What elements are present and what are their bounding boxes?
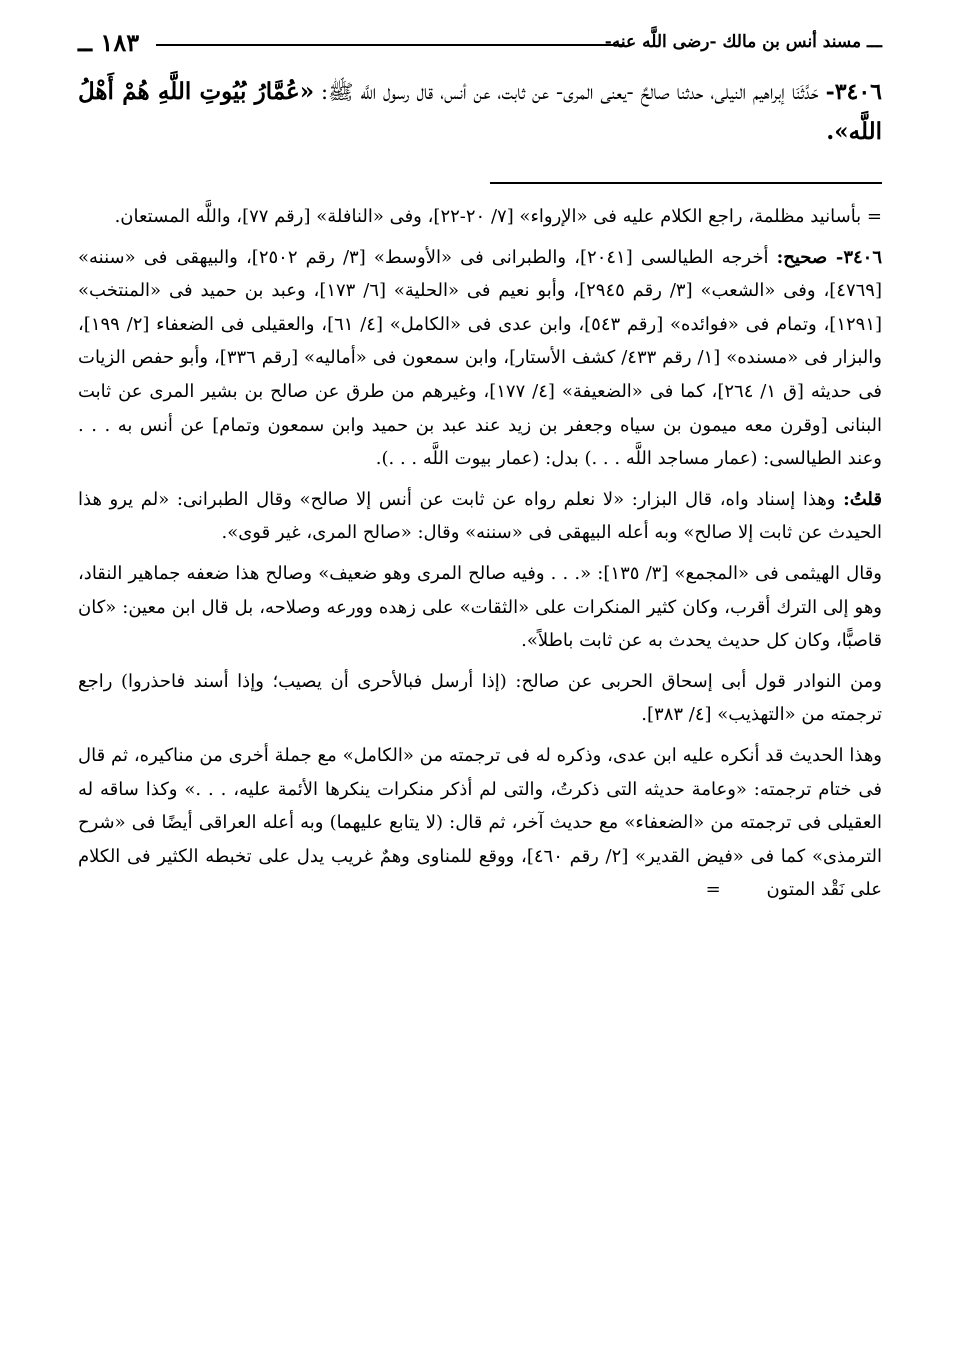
takhrij-lead: ٣٤٠٦- صحيح:: [776, 246, 882, 268]
footnote-qultu: [78, 483, 882, 550]
page: [78, 22, 882, 914]
footnote-nawadir: ومن النوادر قول أبى إسحاق الحربى عن صالح: (إذا أرسل فبالأحرى أن يصيب؛ وإذا أسند فاحذروا) راجع ترجمته من «التهذيب» [٤/ ٣٨٣].: [78, 670, 882, 726]
qultu-lead: قلتُ:: [843, 488, 882, 510]
continues-mark: =: [705, 879, 721, 901]
takhrij-text: أخرجه الطيالسى [٢٠٤١]، والطبرانى فى «الأوسط» [٣/ رقم ٢٥٠٢]، والبيهقى فى «سننه» [٤٧٦٩]، وفى «الشعب» [٣/ رقم ٢٩٤٥]، وأبو نعيم فى «الحلية» [٦/ ١٧٣]، وعبد بن حميد فى «المنتخب» [١٢٩١]، وتمام فى «فوائده» [رقم ٥٤٣]، وابن عدى فى «الكامل» [٤/ ٦١]، والعقيلى فى الضعفاء [٢/ ١٩٩]، والبزار فى «مسنده» [١/ رقم ٤٣٣/ كشف الأستار]، وابن سمعون فى «أماليه» [رقم ٣٣٦]، وأبو حفص الزيات فى حديثه [ق ١/ ٢٦٤]، كما فى «الضعيفة» [٤/ ١٧٧]، وغيرهم من طرق عن صالح بن بشير المرى عن ثابت البنانى [وقرن معه ميمون بن سياه وجعفر بن زيد عند عبد بن حميد وابن سمعون وتمام] عن أنس به . . . وعند الطيالسى: (عمار مساجد اللَّه . . .) بدل: (عمار بيوت اللَّه . . .).: [78, 246, 883, 470]
hadith-isnad: حَدَّثَنَا إبراهيم النيلى، حدثنا صالحٌ -يعنى المرى- عن ثابت، عن أنس، قال رسول اللَّه ﷺ:: [321, 80, 819, 104]
header-title: ـــ مسند أنس بن مالك -رضى اللَّه عنه-: [597, 32, 882, 52]
running-header: [78, 22, 882, 62]
qultu-text: وهذا إسناد واه، قال البزار: «لا نعلم رواه عن ثابت عن أنس إلا صالح» وقال الطبرانى: «لم يرو هذا الحيدث عن ثابت إلا صالح» وبه أعله البيهقى فى «سننه» وقال: «صالح المرى، غير قوى».: [78, 488, 882, 544]
page-number: ١٨٣ ــ: [78, 28, 140, 57]
footnote-continuation: = بأسانيد مظلمة، راجع الكلام عليه فى «الإرواء» [٧/ ٢٠-٢٢]، وفى «النافلة» [رقم ٧٧]، واللَّه المستعان.: [114, 206, 882, 227]
footnote-separator: [490, 182, 882, 184]
hadith-number: ٣٤٠٦-: [825, 79, 882, 105]
footnote-takhrij: [78, 241, 882, 476]
hadith-text: [78, 72, 882, 152]
final-text: وهذا الحديث قد أنكره عليه ابن عدى، وذكره له فى ترجمته من «الكامل» مع جملة أخرى من مناكيره، ثم قال فى ختام ترجمته: «وعامة حديثه التى ذكرتُ، والتى لم أذكر منكرات ينكرها الأئمة عليه، . . .» وكذا ساقه له العقيلى فى ترجمته من «الضعفاء» مع حديث آخر، ثم قال: (لا يتابع عليهما) وبه أعله العراقى أيضًا فى «شرح الترمذى» كما فى «فيض القدير» [٢/ رقم ٤٦٠]، ووقع للمناوى وهمٌ غريب يدل على تخبطه الكثير فى الكلام على نَقْد المتون: [78, 744, 882, 901]
footnote-final: [78, 739, 882, 907]
footnote-haythami: وقال الهيثمى فى «المجمع» [٣/ ١٣٥]: «. . . وفيه صالح المرى وهو ضعيف» وصالح هذا ضعفه جماهير النقاد، وهو إلى الترك أقرب، وكان كثير المنكرات على «الثقات» على زهده وورعه وصلاحه، بل قال ابن معين: «كان قاصبًّا، وكان كل حديث يحدث به عن ثابت باطلاً».: [78, 562, 882, 652]
header-rule: [156, 44, 624, 46]
hadith-matn: «عُمَّارُ بُيُوتِ اللَّهِ هُمْ أَهْلُ اللَّه».: [78, 78, 882, 145]
